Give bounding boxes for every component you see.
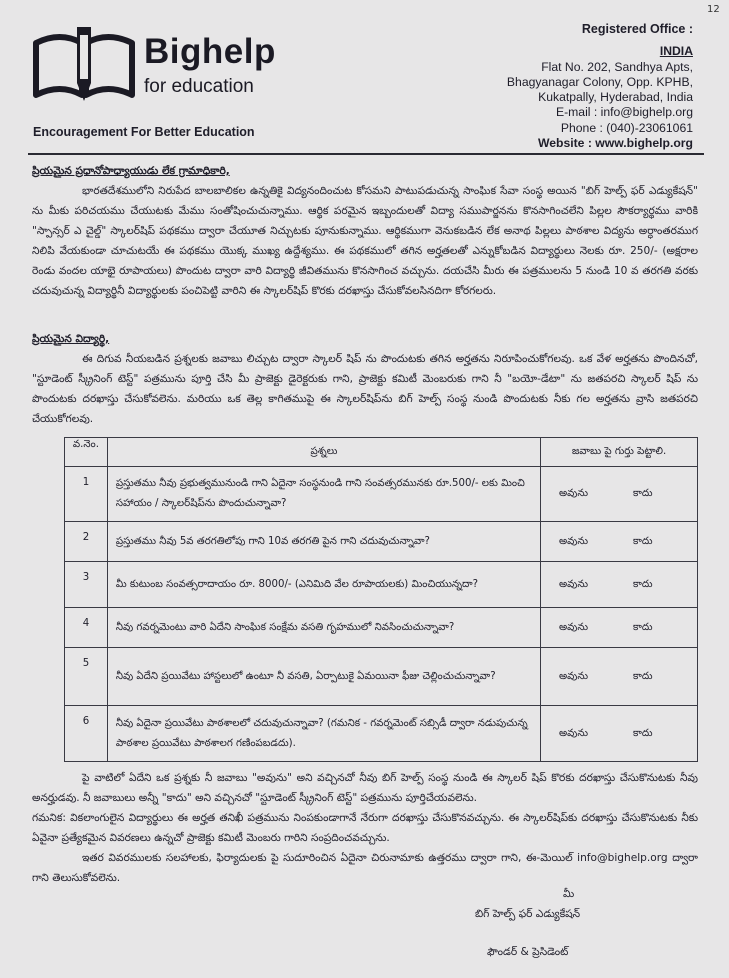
- office-phone: Phone : (040)-23061061: [560, 120, 693, 135]
- row-question: మీ కుటుంబ సంవత్సరాదాయం రూ. 8000/- (ఎనిమిది వేల రూపాయలకు) మించియున్నదా?: [107, 562, 540, 608]
- page-number: 12: [707, 4, 720, 15]
- yes-option[interactable]: అవును: [559, 578, 589, 590]
- letter-section-student: [32, 329, 698, 429]
- signature-organization: బిగ్ హెల్ప్ ఫర్ ఎడ్యుకేషన్: [475, 908, 581, 920]
- row-number: 4: [65, 608, 108, 648]
- no-option-label: కాదు: [633, 727, 653, 739]
- no-option-label: కాదు: [633, 578, 653, 590]
- no-option[interactable]: [633, 578, 653, 592]
- row-number: 1: [65, 467, 108, 522]
- row-question: నీవు ఏదైనా ప్రయివేటు పాఠశాలలో చదువుచున్నావా? (గమనిక - గవర్నమెంట్ సబ్సిడీ ద్వారా నడుపుచున్న పాఠశాల ప్రయివేటు పాఠశాలగ గణింపబడదు).: [107, 706, 540, 762]
- row-number: 5: [65, 648, 108, 706]
- table-row: [65, 562, 698, 608]
- office-address-line: Bhagyanagar Colony, Opp. KPHB,: [506, 74, 693, 89]
- no-option[interactable]: [633, 727, 653, 741]
- header-divider: [28, 153, 704, 155]
- no-option-label: కాదు: [633, 621, 653, 633]
- yes-option[interactable]: అవును: [559, 670, 589, 682]
- office-address-line: Flat No. 202, Sandhya Apts,: [541, 59, 693, 74]
- closing-section: [32, 768, 698, 888]
- row-question: నీవు గవర్నమెంటు వారి ఏదేని సాంఘిక సంక్షేమ వసతి గృహములో నివసించుచున్నావా?: [107, 608, 540, 648]
- header-serial-no: వ.నెం.: [65, 438, 108, 467]
- row-question: నీవు ఏదేని ప్రయివేటు హాస్టలులో ఉంటూ నీ వసతి, ఏర్పాటుకై ఏమయినా ఫీజు చెల్లించుచున్నావా?: [107, 648, 540, 706]
- header-answer: జవాబు పై గుర్తు పెట్టాలి.: [541, 438, 698, 467]
- no-option-label: కాదు: [633, 488, 653, 499]
- paragraph-instructions: ఈ దిగువ నీయబడిన ప్రశ్నలకు జవాబు లిచ్చుట ద్వారా స్కాలర్ షిప్ ను పొందుటకు తగిన అర్హతను నిరూపించుకోగలవు. ఒక వేళ అర్హతను పొందినచో, "స్టూడెంట్ స్క్రీనింగ్ టెస్ట్" పత్రమును పూర్తి చేసి మీ ప్రాజెక్టు డైరెక్టరుకు గాని, ప్రాజెక్టు కమిటీ మెంబరుకు గాని నీ "బయో-డేటా" ను జతపరచి స్కాలర్ షిప్ ను పొందుటకు దరఖాస్తు చేసుకోవలెను. మరియు ఒక తెల్ల కాగితముపై ఈ స్కాలర్‌షిప్‌ను బిగ్ హెల్ప్ సంస్థ నుండి పొందుటకు నీకు గల అర్హతను వ్రాసి జతపరచి చేయుకోగలవు.: [32, 353, 698, 425]
- row-question: ప్రస్తుతము నీవు 5వ తరగతిలోపు గాని 10వ తరగతి పైన గాని చదువుచున్నావా?: [107, 522, 540, 562]
- table-row: [65, 706, 698, 762]
- table-row: [65, 522, 698, 562]
- paragraph-contact: ఇతర వివరములకు సలహాలకు, ఫిర్యాదులకు పై సుదూరించిన ఏదైనా చిరునామాకు ఉత్తరము ద్వారా గాని, ఈ-మెయిల్ info@bighelp.org ద్వారా గాని తెలుసుకోవలెను.: [32, 852, 698, 884]
- office-email: E-mail : info@bighelp.org: [555, 105, 693, 120]
- yes-option[interactable]: అవును: [559, 488, 589, 499]
- row-number: 2: [65, 522, 108, 562]
- row-number: 6: [65, 706, 108, 762]
- no-option[interactable]: [633, 487, 653, 501]
- yes-option[interactable]: అవును: [559, 621, 589, 633]
- no-option[interactable]: [633, 535, 653, 549]
- letter-section-headmaster: [32, 161, 698, 301]
- salutation-headmaster: ప్రియమైన ప్రధానోపాధ్యాయుడు లేక గ్రామాధికారి,: [32, 165, 230, 177]
- no-option[interactable]: [633, 670, 653, 684]
- paragraph-eligibility-result: పై వాటిలో ఏదేని ఒక ప్రశ్నకు నీ జవాబు "అవును" అని వచ్చినచో నీవు బిగ్ హెల్ప్ సంస్థ నుండి ఈ స్కాలర్ షిప్ కొరకు దరఖాస్తు చేసుకొనుటకు నీవు అనర్హుడవు. నీ జవాబులు అన్నీ "కాదు" అని వచ్చినచో "స్టూడెంట్ స్క్రీనింగ్ టెస్ట్" పత్రమును పూర్తిచేయవలెను.: [32, 772, 698, 804]
- row-answer-cell[interactable]: [541, 648, 698, 706]
- row-answer-cell[interactable]: [541, 608, 698, 648]
- paragraph-note: గమనిక: వికలాంగులైన విద్యార్థులు ఈ అర్హత తనిఖీ పత్రమును నింపకుండాగానే నేరుగా దరఖాస్తు చేసుకొనవచ్చును. ఈ స్కాలర్‌షిప్‌కు దరఖాస్తు చేసుకొనుటకు నీకు ఏవైనా ప్రత్యేకమైన వివరణలు ఉన్నచో ప్రాజెక్టు కమిటీ మెంబరు గారిని సంప్రదించవచ్చును.: [32, 812, 698, 844]
- row-number: 3: [65, 562, 108, 608]
- no-option[interactable]: [633, 621, 653, 635]
- registered-office-block: [507, 22, 693, 151]
- tagline: Encouragement For Better Education: [33, 125, 255, 139]
- yes-option[interactable]: అవును: [559, 727, 589, 739]
- no-option-label: కాదు: [633, 535, 653, 547]
- signature-yours: మీ: [563, 888, 575, 900]
- office-address-line: Kukatpally, Hyderabad, India: [538, 90, 693, 105]
- signature-title: ఫౌండర్ & ప్రెసిడెంట్: [487, 946, 569, 958]
- office-website: Website : www.bighelp.org: [537, 136, 693, 151]
- row-answer-cell[interactable]: [541, 562, 698, 608]
- table-header-row: [65, 438, 698, 467]
- brand-subtitle: for education: [144, 76, 254, 97]
- bighelp-logo: [32, 20, 276, 115]
- row-question: ప్రస్తుతము నీవు ప్రభుత్వమునుండి గాని ఏదైనా సంస్థనుండి గాని సంవత్సరమునకు రూ.500/- లకు మించి సహాయం / స్కాలర్‌షిప్‌ను పొందుచున్నావా?: [107, 467, 540, 522]
- paragraph-intro: భారతదేశములోని నిరుపేద బాలబాలికల ఉన్నతికై విద్యనందించుట కోసమని పాటుపడుచున్న సాంఘిక సేవా సంస్థ అయిన "బిగ్ హెల్ప్ ఫర్ ఎడ్యుకేషన్" ను మీకు పరిచయము చేయుటకు మేము సంతోషించుచున్నాము. ఆర్థిక పరమైన ఇబ్బందులతో విద్యా సముపార్జనను కొనసాగించలేని పిల్లల సౌకర్యార్థము వారికి "స్పాన్సర్ ఎ చైల్డ్" స్కాలర్‌షిప్ పథకము ద్వారా చేయూత నిచ్చుటకు పూనుకున్నాము. ఆర్థికముగా వెనుకబడిన లేక అనాథ పిల్లలు పాఠశాల విద్యను అర్ధాంతరముగ నిలిపి వేయకుండా చూచుటయే ఈ పథకము యొక్క ముఖ్య ఉద్దేశ్యము. ఈ పథకములో తగిన అర్హతలతో ఎన్నుకోబడిన విద్యార్థులు నెలకు రూ. 250/- (అక్షరాల రెండు వందల యాభై రూపాయలు) పొందుట ద్వారా వారి విద్యార్థి జీవితమును కొనసాగించ వచ్చును. దయచేసి మీరు ఈ పత్రములను 5 నుండి 10 వ తరగతి వరకు చదువుచున్న విద్యార్థినీ విద్యార్థులకు పంచిపెట్టి వారిని ఈ స్కాలర్‌షిప్ కొరకు దరఖాస్తు చేసుకోవలసినదిగా కోరగలరు.: [32, 185, 698, 297]
- yes-option[interactable]: అవును: [559, 535, 589, 547]
- row-answer-cell[interactable]: [541, 467, 698, 522]
- table-row: [65, 467, 698, 522]
- table-row: [65, 648, 698, 706]
- header-questions: ప్రశ్నలు: [107, 438, 540, 467]
- row-answer-cell[interactable]: [541, 706, 698, 762]
- office-heading: Registered Office :: [581, 22, 693, 36]
- salutation-student: ప్రియమైన విద్యార్థి,: [32, 333, 110, 345]
- no-option-label: కాదు: [633, 670, 653, 682]
- row-answer-cell[interactable]: [541, 522, 698, 562]
- office-country: INDIA: [659, 44, 693, 59]
- open-book-pencil-icon: [32, 25, 136, 103]
- table-row: [65, 608, 698, 648]
- eligibility-questions-table: [64, 437, 698, 762]
- brand-name: Bighelp: [144, 32, 276, 71]
